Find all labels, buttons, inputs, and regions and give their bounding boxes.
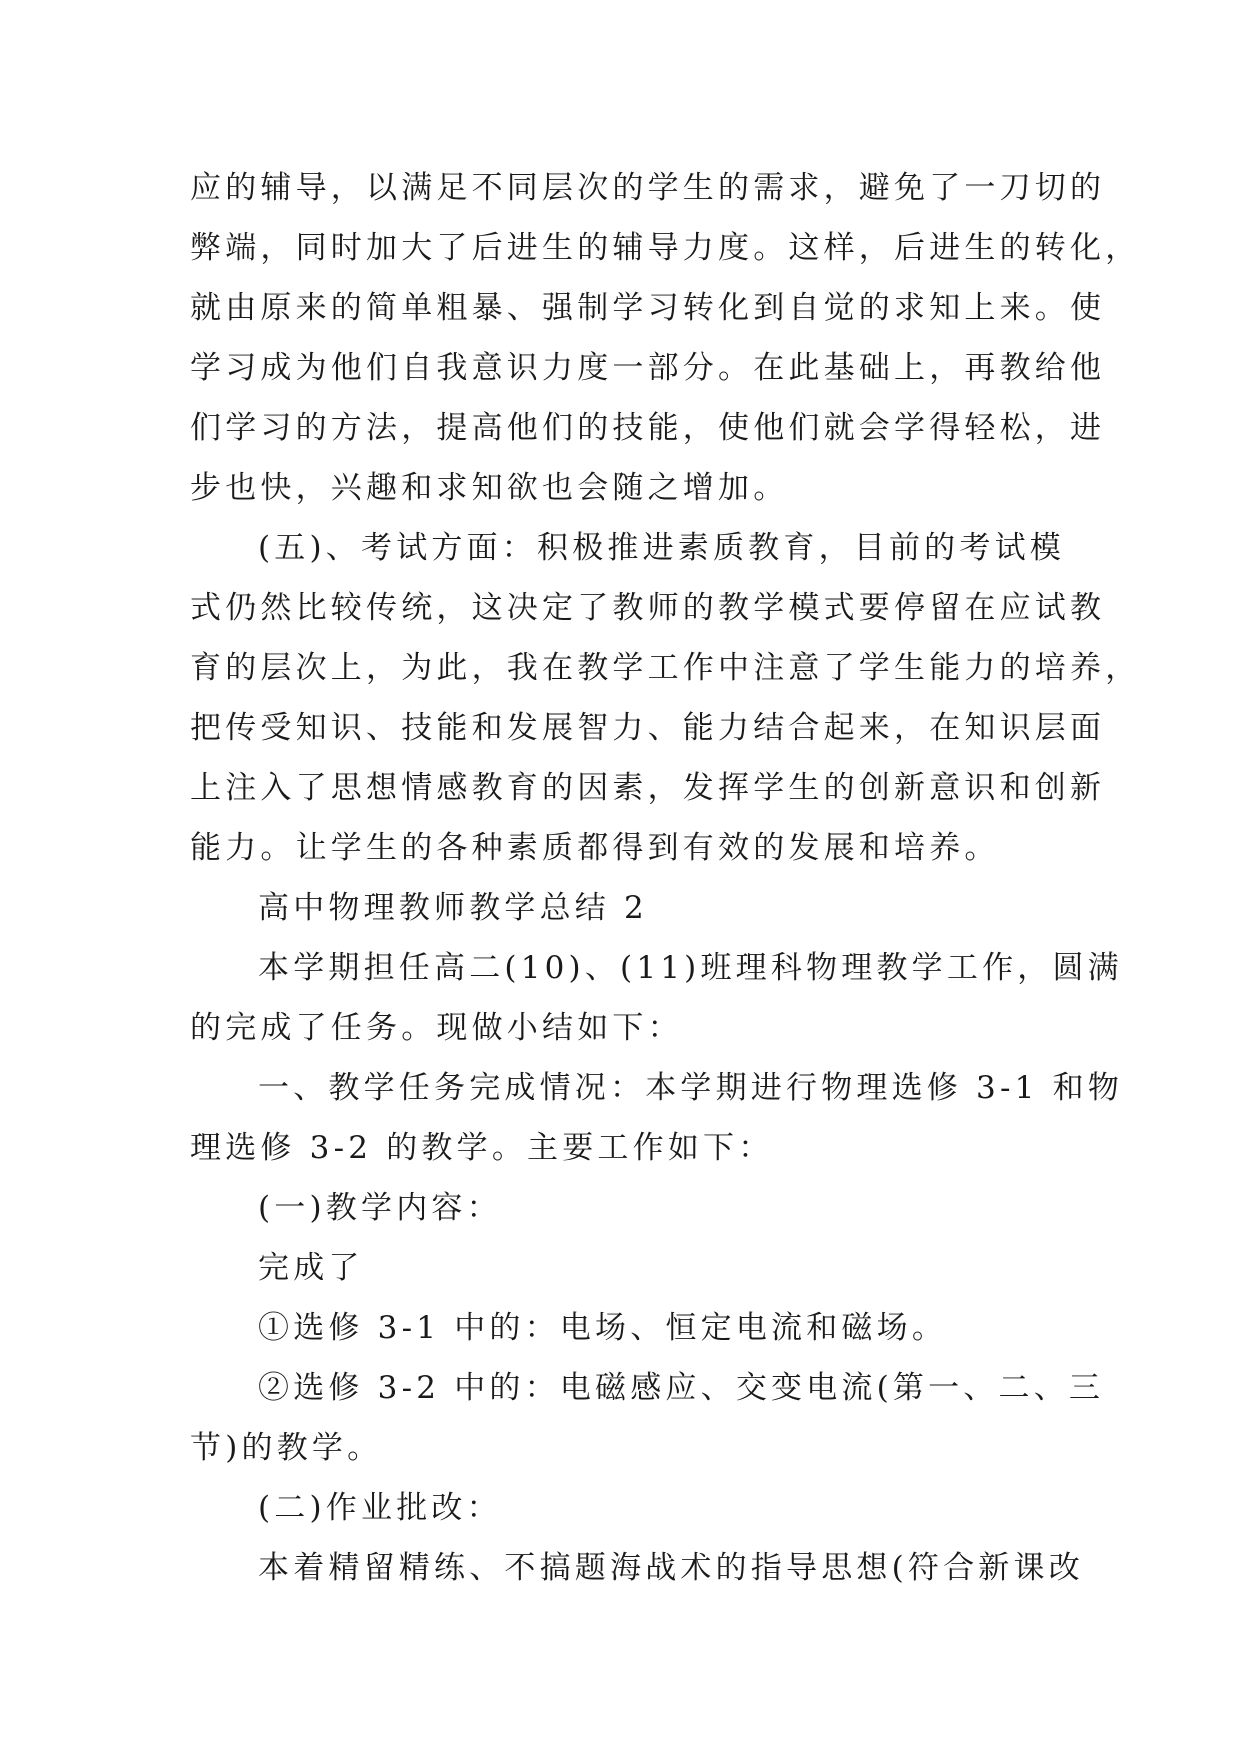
text-line: 理选修 3-2 的教学。主要工作如下： bbox=[190, 1130, 774, 1166]
text-line: (五)、考试方面：积极推进素质教育，目前的考试模 bbox=[258, 530, 1065, 566]
text-line: 把传受知识、技能和发展智力、能力结合起来，在知识层面 bbox=[190, 710, 1106, 746]
paragraph bbox=[190, 1058, 1124, 1178]
text-line: 的完成了任务。现做小结如下： bbox=[190, 1010, 683, 1046]
text-line: 本学期担任高二(10)、(11)班理科物理教学工作，圆满 bbox=[258, 950, 1123, 986]
text-line: 应的辅导，以满足不同层次的学生的需求，避免了一刀切的 bbox=[190, 170, 1106, 206]
text-line: 完成了 bbox=[258, 1250, 364, 1286]
paragraph bbox=[190, 1238, 1050, 1298]
text-line: 一、教学任务完成情况：本学期进行物理选修 3-1 和物 bbox=[258, 1070, 1124, 1106]
text-line: 学习成为他们自我意识力度一部分。在此基础上，再教给他 bbox=[190, 350, 1106, 386]
text-line: 式仍然比较传统，这决定了教师的教学模式要停留在应试教 bbox=[190, 590, 1106, 626]
paragraph bbox=[190, 938, 1123, 1058]
text-line: 高中物理教师教学总结 2 bbox=[258, 890, 648, 926]
text-line: 步也快，兴趣和求知欲也会随之增加。 bbox=[190, 470, 789, 506]
text-line: 弊端，同时加大了后进生的辅导力度。这样，后进生的转化， bbox=[190, 230, 1141, 266]
paragraph bbox=[190, 878, 1050, 938]
text-line: 就由原来的简单粗暴、强制学习转化到自觉的求知上来。使 bbox=[190, 290, 1106, 326]
text-line: 育的层次上，为此，我在教学工作中注意了学生能力的培养， bbox=[190, 650, 1141, 686]
text-line: (二)作业批改： bbox=[258, 1490, 502, 1526]
text-line: ②选修 3-2 中的：电磁感应、交变电流(第一、二、三 bbox=[258, 1370, 1105, 1406]
paragraph bbox=[190, 1478, 1050, 1538]
paragraph bbox=[190, 1538, 1084, 1598]
paragraph bbox=[190, 1178, 1050, 1238]
document-body bbox=[190, 158, 1141, 1598]
text-line: 们学习的方法，提高他们的技能，使他们就会学得轻松，进 bbox=[190, 410, 1106, 446]
text-line: ①选修 3-1 中的：电场、恒定电流和磁场。 bbox=[258, 1310, 948, 1346]
text-line: 上注入了思想情感教育的因素，发挥学生的创新意识和创新 bbox=[190, 770, 1106, 806]
paragraph bbox=[190, 158, 1141, 518]
text-line: 能力。让学生的各种素质都得到有效的发展和培养。 bbox=[190, 830, 1000, 866]
text-line: (一)教学内容： bbox=[258, 1190, 502, 1226]
text-line: 本着精留精练、不搞题海战术的指导思想(符合新课改 bbox=[258, 1550, 1084, 1586]
text-line: 节)的教学。 bbox=[190, 1430, 383, 1466]
paragraph bbox=[190, 1298, 1050, 1358]
paragraph bbox=[190, 1358, 1105, 1478]
paragraph bbox=[190, 518, 1141, 878]
